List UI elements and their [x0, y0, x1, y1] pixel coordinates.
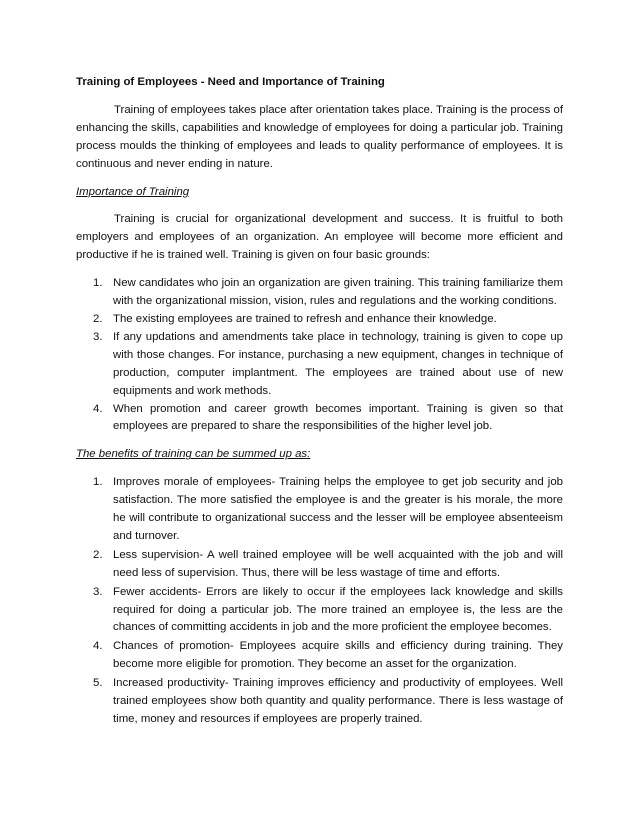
list-number: 4.	[93, 640, 103, 653]
list-item	[76, 401, 563, 437]
list-item	[76, 584, 563, 638]
list-item	[76, 547, 563, 583]
list-item	[76, 329, 563, 401]
benefits-heading: The benefits of training can be summed up as:	[76, 448, 311, 461]
list-text: Less supervision- A well trained employee will be well acquainted with the job and will need less of supervision. Thus, there will be less wastage of time and efforts.	[113, 548, 563, 579]
list-text: If any updations and amendments take place in technology, training is given to cope up with those changes. For instance, purchasing a new equipment, changes in technique of production, computer implantment. The employees are trained about use of new equipments and work methods.	[113, 330, 563, 397]
importance-heading: Importance of Training	[76, 185, 190, 198]
list-number: 5.	[93, 677, 103, 690]
list-number: 4.	[93, 402, 103, 415]
list-item	[76, 311, 563, 329]
list-text: The existing employees are trained to refresh and enhance their knowledge.	[113, 312, 497, 325]
list-text: Improves morale of employees- Training helps the employee to get job security and job satisfaction. The more satisfied the employee is and the greater is his morale, the more he will contribute to organizational success and the lesser will be employee absenteeism and turnover.	[113, 476, 563, 542]
benefits-list	[76, 474, 563, 729]
intro-paragraph: Training of employees takes place after orientation takes place. Training is the process of enhancing the skills, capabilities and knowledge of employees for doing a particular job. Training process moulds the thinking of employees and leads to quality performance of employees. It is continuous and never ending in nature.	[76, 103, 563, 170]
list-item	[76, 275, 563, 311]
list-number: 2.	[93, 312, 103, 325]
list-text: When promotion and career growth becomes important. Training is given so that employees are prepared to share the responsibilities of the higher level job.	[113, 402, 563, 433]
list-number: 1.	[93, 277, 103, 290]
list-text: Chances of promotion- Employees acquire skills and efficiency during training. They become more eligible for promotion. They become an asset for the organization.	[113, 640, 563, 671]
document-page	[76, 74, 563, 739]
importance-paragraph: Training is crucial for organizational development and success. It is fruitful to both employers and employees of an organization. An employee will become more efficient and productive if he is trained well. Training is given on four basic grounds:	[76, 213, 563, 262]
list-number: 2.	[93, 548, 103, 561]
list-text: Increased productivity- Training improves efficiency and productivity of employees. Well trained employees show both quantity and quality performance. There is less wastage of time, money and resources if employees are properly trained.	[113, 677, 563, 725]
list-number: 3.	[93, 330, 103, 343]
list-text: Fewer accidents- Errors are likely to occur if the employees lack knowledge and skills required for doing a particular job. The more trained an employee is, the less are the chances of committing accidents in job and the more proficient the employee becomes.	[113, 585, 563, 634]
list-item	[76, 675, 563, 729]
document-title: Training of Employees - Need and Importance of Training	[76, 76, 385, 88]
list-number: 3.	[93, 585, 103, 598]
list-item	[76, 474, 563, 546]
grounds-list	[76, 275, 563, 436]
list-number: 1.	[93, 476, 103, 489]
list-item	[76, 638, 563, 674]
list-text: New candidates who join an organization are given training. This training familiarize them with the organizational mission, vision, rules and regulations and the working conditions.	[113, 277, 563, 308]
